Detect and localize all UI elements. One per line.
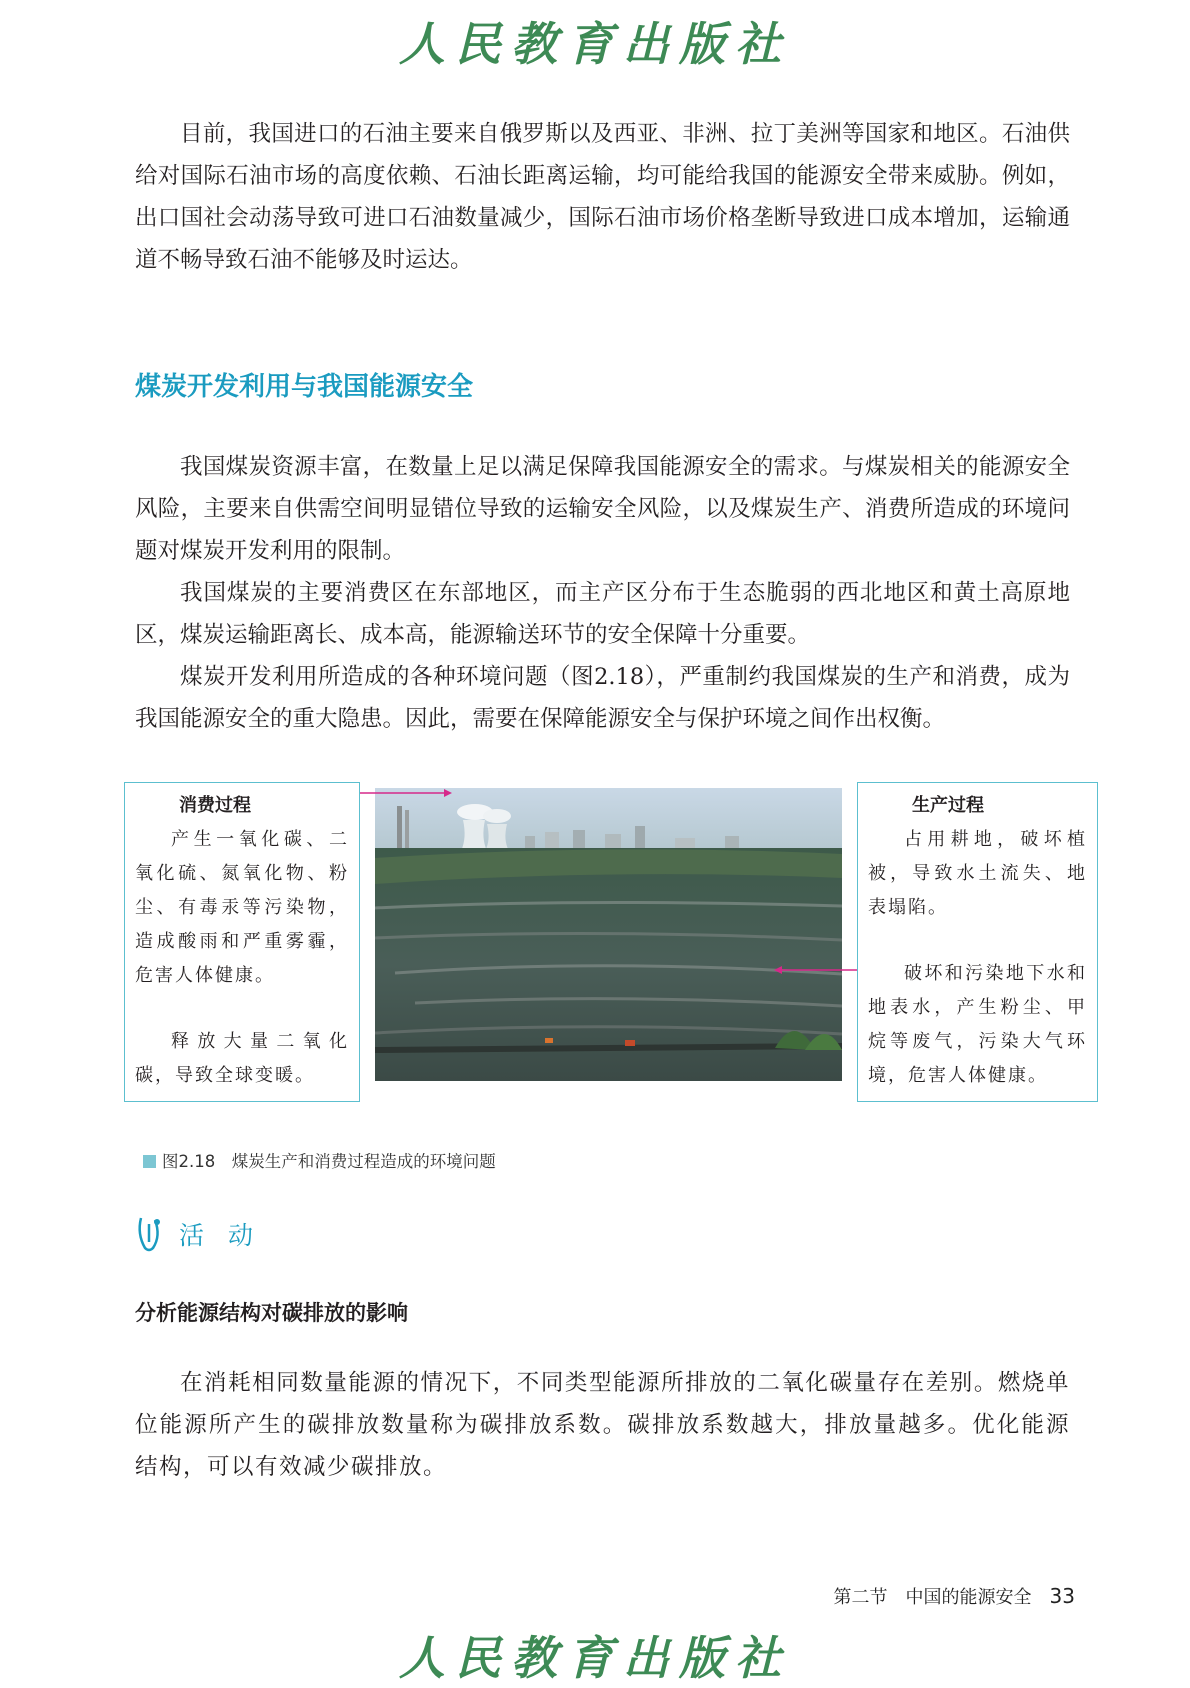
consumption-item: 产生一氧化碳、二氧化硫、氮氧化物、粉尘、有毒汞等污染物，造成酸雨和严重雾霾，危害人体健康。 (135, 829, 349, 986)
activity-paragraph: 在消耗相同数量能源的情况下，不同类型能源所排放的二氧化碳量存在差别。燃烧单位能源所产生的碳排放数量称为碳排放系数。碳排放系数越大，排放量越多。优化能源结构，可以有效减少碳排放。 (135, 1370, 1070, 1480)
consumption-title: 消费过程 (179, 795, 251, 816)
page-footer (834, 1583, 1075, 1609)
publisher-logo-bottom: 人民教育出版社 (399, 1631, 791, 1685)
production-title: 生产过程 (912, 795, 984, 816)
intro-paragraph: 目前，我国进口的石油主要来自俄罗斯以及西亚、非洲、拉丁美洲等国家和地区。石油供给对国际石油市场的高度依赖、石油长距离运输，均可能给我国的能源安全带来威胁。例如，出口国社会动荡导致可进口石油数量减少，国际石油市场价格垄断导致进口成本增加，运输通道不畅导致石油不能够及时运达。 (135, 121, 1070, 273)
section-paragraph: 煤炭开发利用所造成的各种环境问题（图2.18），严重制约我国煤炭的生产和消费，成为我国能源安全的重大隐患。因此，需要在保障能源安全与保护环境之间作出权衡。 (135, 664, 1070, 732)
consumption-item: 释放大量二氧化碳，导致全球变暖。 (135, 1031, 349, 1086)
coal-mine-illustration (375, 788, 842, 1081)
production-callout (857, 782, 1098, 1102)
caption-marker (143, 1155, 156, 1168)
coal-mine-photo (375, 788, 842, 1081)
activity-label: 活 动 (179, 1221, 261, 1250)
section-paragraph: 我国煤炭资源丰富，在数量上足以满足保障我国能源安全的需求。与煤炭相关的能源安全风险，主要来自供需空间明显错位导致的运输安全风险，以及煤炭生产、消费所造成的环境问题对煤炭开发利用的限制。 (135, 454, 1070, 564)
footer-section-label: 第二节 中国的能源安全 (833, 1587, 1032, 1608)
production-item: 占用耕地，破坏植被，导致水土流失、地表塌陷。 (868, 829, 1087, 918)
activity-subtitle: 分析能源结构对碳排放的影响 (135, 1301, 408, 1325)
activity-header (135, 1214, 261, 1254)
caption-text: 图2.18 煤炭生产和消费过程造成的环境问题 (162, 1152, 496, 1171)
section-paragraph: 我国煤炭的主要消费区在东部地区，而主产区分布于生态脆弱的西北地区和黄土高原地区，煤炭运输距离长、成本高，能源输送环节的安全保障十分重要。 (135, 580, 1070, 648)
production-item: 破坏和污染地下水和地表水，产生粉尘、甲烷等废气，污染大气环境，危害人体健康。 (868, 963, 1087, 1086)
activity-icon (135, 1214, 169, 1254)
figure-caption (143, 1148, 496, 1172)
publisher-logo-top: 人民教育出版社 (399, 17, 791, 71)
consumption-callout (124, 782, 360, 1102)
section-title: 煤炭开发利用与我国能源安全 (135, 372, 474, 402)
page-number: 33 (1049, 1584, 1075, 1608)
